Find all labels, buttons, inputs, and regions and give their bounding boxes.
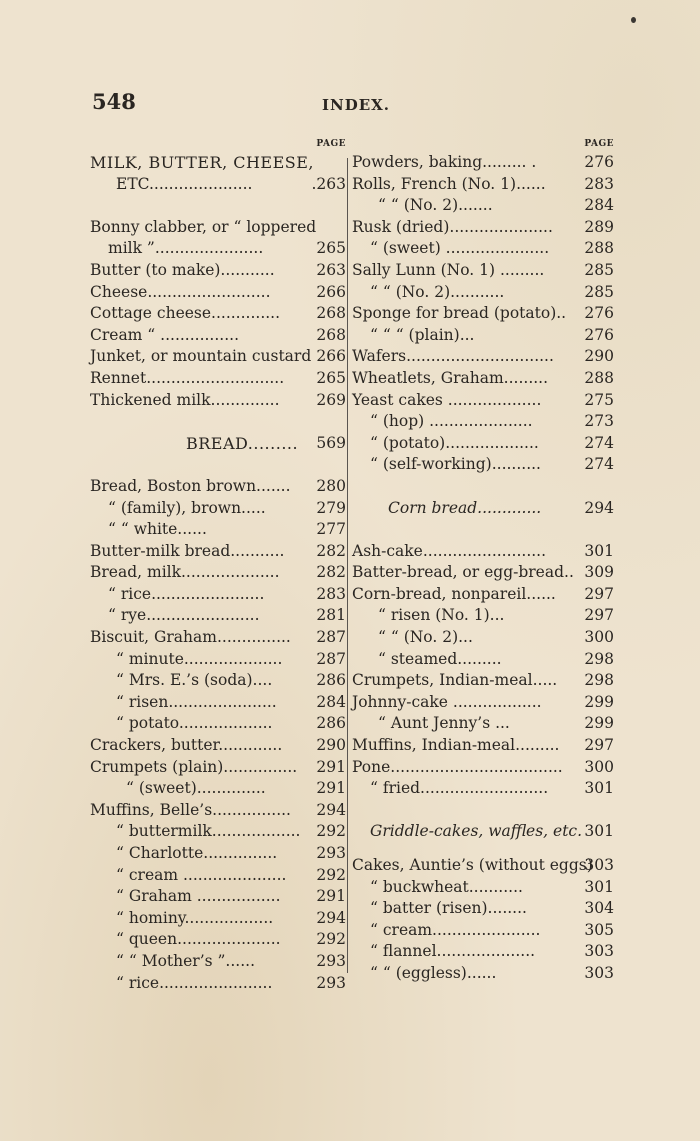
entry-page-number: 283 bbox=[584, 174, 614, 193]
index-entry bbox=[90, 325, 346, 347]
entry-text: Corn-bread, nonpareil...... bbox=[352, 584, 556, 603]
entry-page-number: 284 bbox=[584, 196, 614, 215]
index-entry bbox=[352, 498, 614, 520]
index-entry bbox=[352, 217, 614, 239]
entry-text: BREAD......... bbox=[186, 433, 299, 453]
index-entry bbox=[352, 390, 614, 412]
entry-text: Sally Lunn (No. 1) ......... bbox=[352, 260, 545, 279]
entry-page-number: 291 bbox=[316, 757, 346, 776]
entry-page-number: 283 bbox=[316, 584, 346, 603]
entry-page-number: 279 bbox=[316, 498, 346, 517]
entry-page-number: 299 bbox=[584, 714, 614, 733]
entry-page-number: 293 bbox=[316, 973, 346, 992]
entry-page-number: 294 bbox=[316, 908, 346, 927]
spacer bbox=[352, 843, 614, 855]
index-entry bbox=[90, 735, 346, 757]
entry-page-number: 298 bbox=[584, 649, 614, 668]
entry-text: “ rice....................... bbox=[108, 584, 265, 603]
index-entry bbox=[90, 929, 346, 951]
entry-text: “ (sweet) ..................... bbox=[370, 239, 550, 258]
entry-text: “ buckwheat........... bbox=[370, 877, 523, 896]
entry-text: Ash-cake......................... bbox=[352, 541, 547, 560]
index-entry bbox=[352, 152, 614, 174]
index-entry bbox=[90, 757, 346, 779]
entry-text: “ hominy.................. bbox=[116, 908, 274, 927]
index-entry bbox=[90, 368, 346, 390]
entry-text: Griddle-cakes, waffles, etc. bbox=[370, 822, 583, 841]
index-entry bbox=[352, 303, 614, 325]
entry-page-number: 269 bbox=[316, 390, 346, 409]
index-entry bbox=[90, 713, 346, 735]
entry-page-number: 303 bbox=[584, 963, 614, 982]
entry-page-number: 265 bbox=[316, 239, 346, 258]
entry-page-number: 301 bbox=[584, 822, 614, 841]
ink-speck bbox=[631, 17, 636, 23]
entry-text: Muffins, Belle’s................ bbox=[90, 800, 291, 819]
index-entry bbox=[90, 541, 346, 563]
entry-page-number: 297 bbox=[584, 606, 614, 625]
index-entry bbox=[90, 692, 346, 714]
index-entry bbox=[90, 260, 346, 282]
entry-page-number: 293 bbox=[316, 844, 346, 862]
entry-page-number: 274 bbox=[584, 433, 614, 452]
entry-page-number: 285 bbox=[584, 260, 614, 279]
entry-page-number: 291 bbox=[316, 887, 346, 906]
page-column-label: PAGE bbox=[584, 139, 614, 149]
entry-text: MILK, BUTTER, CHEESE, bbox=[90, 153, 315, 172]
entry-text: “ “ (No. 2)... bbox=[378, 628, 473, 647]
index-entry bbox=[90, 174, 346, 196]
index-entry bbox=[352, 920, 614, 942]
entry-text: Muffins, Indian-meal......... bbox=[352, 736, 560, 755]
entry-page-number: 303 bbox=[584, 856, 614, 874]
entry-text: “ Aunt Jenny’s ... bbox=[378, 714, 510, 733]
entry-page-number: 266 bbox=[316, 347, 346, 366]
entry-text: “ minute.................... bbox=[116, 649, 283, 668]
index-entry bbox=[90, 951, 346, 973]
entry-page-number: 276 bbox=[584, 153, 614, 171]
index-entry bbox=[352, 238, 614, 260]
index-entry bbox=[352, 541, 614, 563]
entry-text: “ batter (risen)........ bbox=[370, 899, 527, 918]
entry-page-number: 263 bbox=[316, 260, 346, 279]
index-entry bbox=[352, 584, 614, 606]
entry-text: “ (self-working).......... bbox=[370, 455, 541, 474]
index-entry bbox=[90, 908, 346, 930]
index-entry bbox=[90, 476, 346, 498]
entry-page-number: 300 bbox=[584, 757, 614, 776]
entry-text: “ (sweet).............. bbox=[126, 779, 266, 798]
entry-page-number: 268 bbox=[316, 304, 346, 323]
entry-page-number: 282 bbox=[316, 563, 346, 582]
entry-page-number: 309 bbox=[584, 563, 614, 582]
entry-page-number: 294 bbox=[584, 498, 614, 517]
index-entry bbox=[352, 368, 614, 390]
spacer bbox=[90, 454, 346, 476]
index-entry bbox=[90, 886, 346, 908]
entry-page-number: 292 bbox=[316, 930, 346, 949]
entry-text: Powders, baking......... . bbox=[352, 153, 537, 171]
index-entry bbox=[90, 498, 346, 520]
entry-page-number: 273 bbox=[584, 412, 614, 431]
entry-text: Johnny-cake .................. bbox=[352, 692, 542, 711]
entry-text: “ (hop) ..................... bbox=[370, 412, 533, 431]
entry-text: “ “ white...... bbox=[108, 520, 207, 539]
index-entry bbox=[90, 390, 346, 412]
entry-text: Corn bread............. bbox=[388, 498, 542, 517]
index-entry bbox=[352, 649, 614, 671]
entry-page-number: 292 bbox=[316, 822, 346, 841]
index-entry bbox=[90, 584, 346, 606]
entry-page-number: 274 bbox=[584, 455, 614, 474]
index-entry bbox=[90, 217, 346, 239]
page-column-label: PAGE bbox=[316, 139, 346, 149]
entry-page-number: 301 bbox=[584, 541, 614, 560]
entry-text: “ “ “ (plain)... bbox=[370, 325, 475, 344]
page-number: 548 bbox=[92, 89, 136, 114]
index-entry bbox=[90, 973, 346, 995]
entry-text: “ flannel.................... bbox=[370, 942, 536, 961]
index-entry bbox=[352, 433, 614, 455]
index-entry bbox=[90, 865, 346, 887]
entry-text: Biscuit, Graham............... bbox=[90, 628, 291, 647]
entry-page-number: 286 bbox=[316, 714, 346, 733]
entry-text: “ cream...................... bbox=[370, 920, 541, 939]
entry-page-number: 290 bbox=[316, 736, 346, 755]
index-entry bbox=[90, 605, 346, 627]
index-entry bbox=[352, 670, 614, 692]
index-entry bbox=[352, 692, 614, 714]
spacer bbox=[352, 476, 614, 498]
entry-text: Bread, milk.................... bbox=[90, 563, 280, 582]
index-entry bbox=[352, 963, 614, 985]
entry-text: Pone................................... bbox=[352, 757, 563, 776]
entry-text: “ “ (No. 2)........... bbox=[370, 282, 505, 301]
entry-page-number: .263 bbox=[311, 174, 346, 193]
entry-page-number: 285 bbox=[584, 282, 614, 301]
index-entry bbox=[352, 855, 614, 877]
entry-text: Crumpets, Indian-meal..... bbox=[352, 671, 558, 690]
entry-page-number: 301 bbox=[584, 779, 614, 798]
entry-page-number: 276 bbox=[584, 304, 614, 323]
spacer bbox=[90, 195, 346, 217]
entry-text: “ Mrs. E.’s (soda).... bbox=[116, 671, 273, 690]
entry-page-number: 297 bbox=[584, 584, 614, 603]
entry-text: “ rye....................... bbox=[108, 606, 260, 625]
entry-page-number: 284 bbox=[316, 692, 346, 711]
entry-text: “ potato................... bbox=[116, 714, 273, 733]
entry-text: Rusk (dried)..................... bbox=[352, 217, 553, 236]
index-entry bbox=[90, 519, 346, 541]
entry-text: “ Graham ................. bbox=[116, 887, 281, 906]
index-entry bbox=[90, 562, 346, 584]
entry-text: “ “ Mother’s ”...... bbox=[116, 951, 255, 970]
entry-text: “ rice....................... bbox=[116, 973, 273, 992]
index-entry bbox=[90, 800, 346, 822]
index-entries-left bbox=[90, 152, 346, 994]
entry-text: “ buttermilk.................. bbox=[116, 822, 301, 841]
entry-text: “ “ (eggless)...... bbox=[370, 963, 497, 982]
index-entry bbox=[352, 757, 614, 779]
entry-text: Rennet............................ bbox=[90, 368, 285, 387]
index-entry bbox=[352, 898, 614, 920]
entry-text: Cakes, Auntie’s (without eggs) bbox=[352, 856, 593, 874]
entry-text: Cheese......................... bbox=[90, 282, 271, 301]
entry-text: “ cream ..................... bbox=[116, 865, 287, 884]
index-entry bbox=[90, 346, 346, 368]
entry-page-number: 292 bbox=[316, 865, 346, 884]
entry-text: “ steamed......... bbox=[378, 649, 502, 668]
entry-text: Bread, Boston brown....... bbox=[90, 476, 291, 495]
entry-page-number: 304 bbox=[584, 899, 614, 918]
entry-page-number: 569 bbox=[316, 433, 346, 452]
entry-page-number: 280 bbox=[316, 476, 346, 495]
index-entry bbox=[90, 843, 346, 865]
index-entry bbox=[352, 260, 614, 282]
entry-page-number: 266 bbox=[316, 282, 346, 301]
entry-text: Yeast cakes ................... bbox=[352, 390, 542, 409]
index-entry bbox=[352, 605, 614, 627]
entry-page-number: 275 bbox=[584, 390, 614, 409]
index-entry bbox=[90, 670, 346, 692]
index-entry bbox=[352, 821, 614, 843]
entry-text: milk ”...................... bbox=[108, 239, 264, 258]
entry-text: “ risen (No. 1)... bbox=[378, 606, 505, 625]
entry-text: Wheatlets, Graham......... bbox=[352, 368, 549, 387]
index-entry bbox=[352, 941, 614, 963]
entry-text: Cottage cheese.............. bbox=[90, 304, 281, 323]
index-entries-right bbox=[352, 152, 614, 985]
index-entry bbox=[352, 325, 614, 347]
index-entry bbox=[352, 877, 614, 899]
entry-page-number: 288 bbox=[584, 239, 614, 258]
index-entry bbox=[352, 411, 614, 433]
entry-text: Bonny clabber, or “ loppered bbox=[90, 217, 317, 236]
entry-page-number: 300 bbox=[584, 628, 614, 647]
entry-text: ETC..................... bbox=[116, 174, 253, 193]
index-entry bbox=[90, 821, 346, 843]
entry-page-number: 288 bbox=[584, 368, 614, 387]
entry-text: Rolls, French (No. 1)...... bbox=[352, 174, 546, 193]
entry-page-number: 277 bbox=[316, 520, 346, 539]
entry-page-number: 289 bbox=[584, 217, 614, 236]
index-entry bbox=[352, 454, 614, 476]
index-entry bbox=[90, 627, 346, 649]
index-entry bbox=[352, 174, 614, 196]
index-entry bbox=[90, 238, 346, 260]
running-head: INDEX. bbox=[322, 96, 391, 114]
entry-page-number: 282 bbox=[316, 541, 346, 560]
index-entry bbox=[352, 735, 614, 757]
entry-text: Crumpets (plain)............... bbox=[90, 757, 298, 776]
entry-page-number: 276 bbox=[584, 325, 614, 344]
index-entry bbox=[90, 778, 346, 800]
index-entry bbox=[90, 433, 346, 455]
entry-page-number: 297 bbox=[584, 736, 614, 755]
index-entry bbox=[352, 195, 614, 217]
index-entry bbox=[352, 627, 614, 649]
entry-page-number: 303 bbox=[584, 942, 614, 961]
entry-text: Butter (to make)........... bbox=[90, 260, 275, 279]
entry-page-number: 290 bbox=[584, 347, 614, 366]
entry-page-number: 291 bbox=[316, 779, 346, 798]
index-entry bbox=[352, 778, 614, 800]
entry-page-number: 305 bbox=[584, 920, 614, 939]
entry-page-number: 294 bbox=[316, 800, 346, 819]
entry-page-number: 298 bbox=[584, 671, 614, 690]
spacer bbox=[352, 519, 614, 541]
entry-text: Batter-bread, or egg-bread.. bbox=[352, 563, 574, 582]
entry-page-number: 293 bbox=[316, 951, 346, 970]
entry-text: Thickened milk.............. bbox=[90, 390, 280, 409]
entry-text: Crackers, butter............. bbox=[90, 736, 283, 755]
entry-text: “ fried.......................... bbox=[370, 779, 549, 798]
index-column-left bbox=[90, 136, 346, 994]
entry-text: Cream “ ................ bbox=[90, 325, 239, 344]
spacer bbox=[352, 800, 614, 822]
entry-text: Junket, or mountain custard bbox=[90, 347, 312, 366]
entry-text: Wafers.............................. bbox=[352, 347, 554, 366]
entry-text: “ risen...................... bbox=[116, 692, 277, 711]
index-entry bbox=[90, 152, 346, 174]
entry-text: “ “ (No. 2)....... bbox=[378, 196, 493, 215]
entry-text: “ Charlotte............... bbox=[116, 844, 278, 862]
index-entry bbox=[90, 303, 346, 325]
entry-page-number: 301 bbox=[584, 877, 614, 896]
index-column-right bbox=[352, 136, 614, 985]
column-divider bbox=[347, 158, 348, 973]
index-entry bbox=[352, 713, 614, 735]
entry-text: “ (potato)................... bbox=[370, 433, 539, 452]
entry-text: “ (family), brown..... bbox=[108, 498, 266, 517]
entry-text: Sponge for bread (potato).. bbox=[352, 304, 567, 323]
entry-page-number: 286 bbox=[316, 671, 346, 690]
entry-page-number: 265 bbox=[316, 368, 346, 387]
entry-page-number: 299 bbox=[584, 692, 614, 711]
entry-page-number: 287 bbox=[316, 649, 346, 668]
spacer bbox=[90, 411, 346, 433]
entry-page-number: 281 bbox=[316, 606, 346, 625]
entry-text: “ queen..................... bbox=[116, 930, 281, 949]
index-entry bbox=[352, 282, 614, 304]
index-entry bbox=[352, 346, 614, 368]
entry-text: Butter-milk bread........... bbox=[90, 541, 285, 560]
entry-page-number: 287 bbox=[316, 628, 346, 647]
entry-page-number: 268 bbox=[316, 325, 346, 344]
index-entry bbox=[90, 282, 346, 304]
index-entry bbox=[90, 649, 346, 671]
index-entry bbox=[352, 562, 614, 584]
